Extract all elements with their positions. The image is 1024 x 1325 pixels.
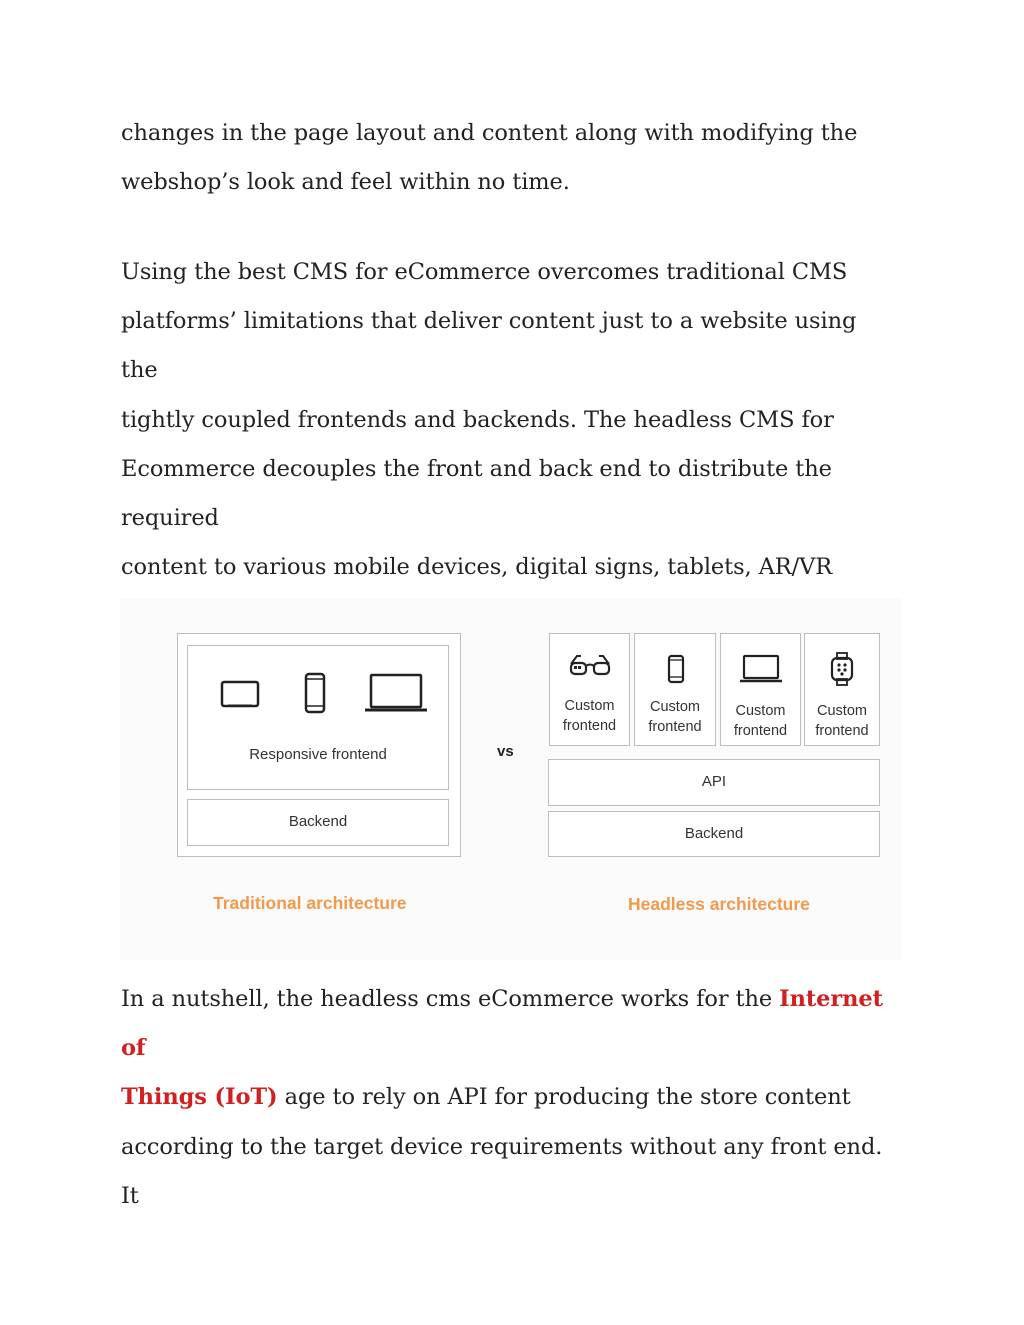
paragraph-2-line-5: content to various mobile devices, digital signs, tablets, AR/VR	[121, 554, 833, 581]
paragraph-1	[121, 109, 896, 207]
traditional-architecture-caption: Traditional architecture	[213, 893, 407, 913]
traditional-backend-label: Backend	[288, 813, 348, 830]
traditional-architecture-box	[177, 633, 461, 857]
paragraph-2-line-4: Ecommerce decouples the front and back end to distribute the required	[121, 455, 832, 532]
phone-icon	[303, 672, 327, 714]
paragraph-2-line-1: Using the best CMS for eCommerce overcomes traditional CMS	[121, 259, 848, 285]
api-label: API	[701, 773, 727, 790]
api-box	[548, 759, 880, 806]
laptop-icon	[364, 672, 428, 714]
custom-frontend-label-4a: Custom	[817, 703, 867, 719]
custom-frontend-label-1a: Custom	[564, 698, 615, 714]
glasses-icon	[569, 652, 611, 678]
laptop-icon	[739, 654, 783, 684]
custom-frontend-label-3a: Custom	[735, 703, 786, 719]
paragraph-3-text-1: In a nutshell, the headless cms eCommerce works for the	[121, 986, 780, 1012]
paragraph-3	[121, 975, 896, 1221]
custom-frontend-laptop	[720, 633, 801, 746]
paragraph-2-line-2: platforms’ limitations that deliver content just to a website using the	[121, 308, 857, 384]
paragraph-1-line-1: changes in the page layout and content along with modifying the	[121, 120, 858, 146]
custom-frontend-phone	[634, 633, 716, 746]
custom-frontend-watch	[804, 633, 880, 746]
paragraph-3-line-1	[121, 975, 896, 1073]
custom-frontend-label-2b: frontend	[648, 719, 702, 735]
smartwatch-icon	[830, 652, 854, 686]
headless-backend-label: Backend	[684, 825, 744, 842]
traditional-backend-box	[187, 799, 449, 846]
tablet-icon	[220, 678, 260, 710]
iot-link[interactable]: Internet of	[121, 986, 883, 1062]
architecture-figure	[120, 598, 902, 960]
iot-link-continued[interactable]: Things (IoT)	[121, 1084, 278, 1111]
headless-backend-box	[548, 811, 880, 857]
custom-frontend-label-4b: frontend	[815, 723, 869, 739]
phone-icon	[667, 654, 685, 684]
custom-frontend-glasses	[549, 633, 630, 746]
paragraph-3-line-2	[121, 1073, 896, 1122]
responsive-frontend-box	[187, 645, 449, 790]
paragraph-3-line-3: according to the target device requirements without any front end. It	[121, 1133, 883, 1209]
paragraph-2-line-3: tightly coupled frontends and backends. The headless CMS for	[121, 406, 834, 433]
paragraph-1-line-2: webshop’s look and feel within no time.	[121, 169, 570, 196]
headless-architecture-caption: Headless architecture	[628, 894, 810, 914]
responsive-frontend-label: Responsive frontend	[249, 746, 387, 763]
custom-frontend-label-2a: Custom	[650, 699, 700, 715]
paragraph-3-text-2: age to rely on API for producing the store content	[277, 1084, 851, 1111]
custom-frontend-label-3b: frontend	[733, 723, 788, 739]
custom-frontend-label-1b: frontend	[562, 718, 617, 734]
vs-label: vs	[497, 743, 514, 760]
